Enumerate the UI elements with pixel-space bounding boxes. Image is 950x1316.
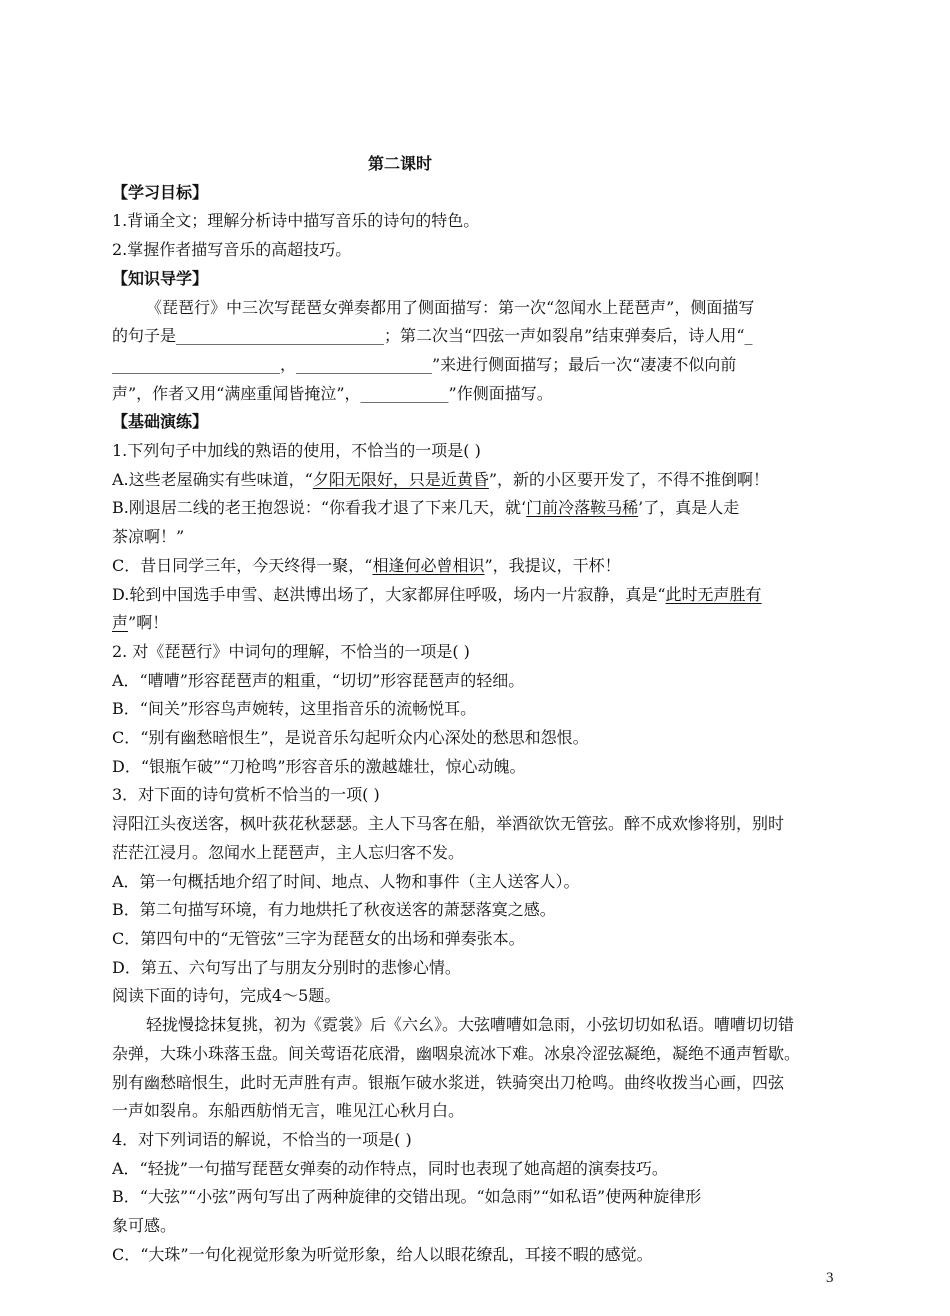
underlined-idiom: 此时无声胜有 (665, 584, 762, 604)
question-3-option: B．第二句描写环境，有力地烘托了秋夜送客的萧瑟落寞之感。 (112, 900, 556, 920)
guide-paragraph-line: 声”，作者又用“满座重闻皆掩泣”，___________”作侧面描写。 (112, 383, 553, 403)
question-1-option-b-continued: 茶凉啊！” (112, 527, 185, 547)
objective-item: 2.掌握作者描写音乐的高超技巧。 (112, 240, 352, 260)
question-3-poem-line: 浔阳江头夜送客，枫叶荻花秋瑟瑟。主人下马客在船，举酒欲饮无管弦。醉不成欢惨将别，别时 (112, 814, 785, 834)
guide-heading: 【知识导学】 (112, 268, 209, 288)
option-text: A.这些老屋确实有些味道，“ (112, 469, 313, 489)
guide-paragraph-line: 《琵琶行》中三次写琵琶女弹奏都用了侧面描写：第一次“忽闻水上琵琶声”，侧面描写 (146, 297, 755, 317)
page-number: 3 (826, 1270, 834, 1286)
objectives-heading: 【学习目标】 (112, 182, 209, 202)
question-4-option: B．“大弦”“小弦”两句写出了两种旋律的交错出现。“如急雨”“如私语”使两种旋律形 (112, 1187, 702, 1207)
question-2-stem: 2. 对《琵琶行》中词句的理解，不恰当的一项是( ) (112, 641, 470, 661)
objective-item: 1.背诵全文；理解分析诗中描写音乐的诗句的特色。 (112, 211, 480, 231)
option-text: C．昔日同学三年，今天终得一聚，“ (112, 555, 373, 575)
reading-instruction: 阅读下面的诗句，完成4～5题。 (112, 986, 341, 1006)
question-2-option: C．“别有幽愁暗恨生”，是说音乐勾起听众内心深处的愁思和怨恨。 (112, 728, 589, 748)
question-4-option-continued: 象可感。 (112, 1216, 177, 1236)
question-2-option: D．“银瓶乍破”“刀枪鸣”形容音乐的激越雄壮，惊心动魄。 (112, 756, 526, 776)
option-text: B.刚退居二线的老王抱怨说：“你看我才退了下来几天，就‘ (112, 498, 527, 518)
lesson-title: 第二课时 (367, 154, 432, 173)
question-1-option-a (112, 466, 846, 495)
question-3-poem-line: 茫茫江浸月。忽闻水上琵琶声，主人忘归客不发。 (112, 842, 465, 862)
underlined-idiom: 相逢何必曾相识 (372, 555, 485, 575)
underlined-idiom: 声 (112, 613, 129, 633)
guide-paragraph-line: 的句子是__________________________；第二次当“四弦一声如裂帛”结束弹奏后，诗人用“_ (112, 326, 753, 346)
guide-paragraph-line: _____________________，_________________”来进行侧面描写；最后一次“凄凄不似向前 (112, 354, 737, 374)
poem-passage-line: 别有幽愁暗恨生，此时无声胜有声。银瓶乍破水浆迸，铁骑突出刀枪鸣。曲终收拨当心画，四弦 (112, 1072, 785, 1092)
option-text: ”，我提议，干杯！ (484, 555, 621, 575)
question-3-option: D．第五、六句写出了与朋友分别时的悲惨心情。 (112, 957, 461, 977)
option-text: ’了，真是人走 (638, 498, 740, 518)
worksheet-page (112, 150, 846, 1269)
option-text: D.轮到中国选手申雪、赵洪博出场了，大家都屏住呼吸，场内一片寂静，真是“ (112, 584, 666, 604)
question-3-option: C．第四句中的“无管弦”三字为琵琶女的出场和弹奏张本。 (112, 928, 525, 948)
question-3-stem: 3．对下面的诗句赏析不恰当的一项( ) (112, 785, 380, 805)
option-text: ”啊！ (128, 613, 169, 633)
practice-heading: 【基础演练】 (112, 412, 209, 432)
poem-passage-line: 杂弹，大珠小珠落玉盘。间关莺语花底滑，幽咽泉流冰下难。冰泉冷涩弦凝绝，凝绝不通声暂歇。 (112, 1043, 801, 1063)
question-1-option-b (112, 494, 846, 523)
question-1-option-d (112, 581, 846, 610)
question-2-option: A．“嘈嘈”形容琵琶声的粗重，“切切”形容琵琶声的轻细。 (112, 670, 525, 690)
option-text: ”，新的小区要开发了，不得不推倒啊！ (488, 469, 770, 489)
question-2-option: B．“间关”形容鸟声婉转，这里指音乐的流畅悦耳。 (112, 699, 477, 719)
underlined-idiom: 门前冷落鞍马稀 (526, 498, 639, 518)
question-1-option-d-continued (112, 609, 846, 638)
question-4-option: A．“轻拢”一句描写琵琶女弹奏的动作特点，同时也表现了她高超的演奏技巧。 (112, 1158, 668, 1178)
question-4-option: C．“大珠”一句化视觉形象为听觉形象，给人以眼花缭乱，耳接不暇的感觉。 (112, 1244, 653, 1264)
poem-passage-line: 轻拢慢捻抹复挑，初为《霓裳》后《六幺》。大弦嘈嘈如急雨，小弦切切如私语。嘈嘈切切错 (146, 1015, 795, 1035)
underlined-idiom: 夕阳无限好，只是近黄昏 (312, 469, 489, 489)
question-1-stem: 1.下列句子中加线的熟语的使用，不恰当的一项是( ) (112, 441, 481, 461)
question-3-option: A．第一句概括地介绍了时间、地点、人物和事件（主人送客人）。 (112, 871, 580, 891)
question-4-stem: 4．对下列词语的解说，不恰当的一项是( ) (112, 1129, 412, 1149)
question-1-option-c (112, 552, 846, 581)
poem-passage-line: 一声如裂帛。东船西舫悄无言，唯见江心秋月白。 (112, 1101, 465, 1121)
